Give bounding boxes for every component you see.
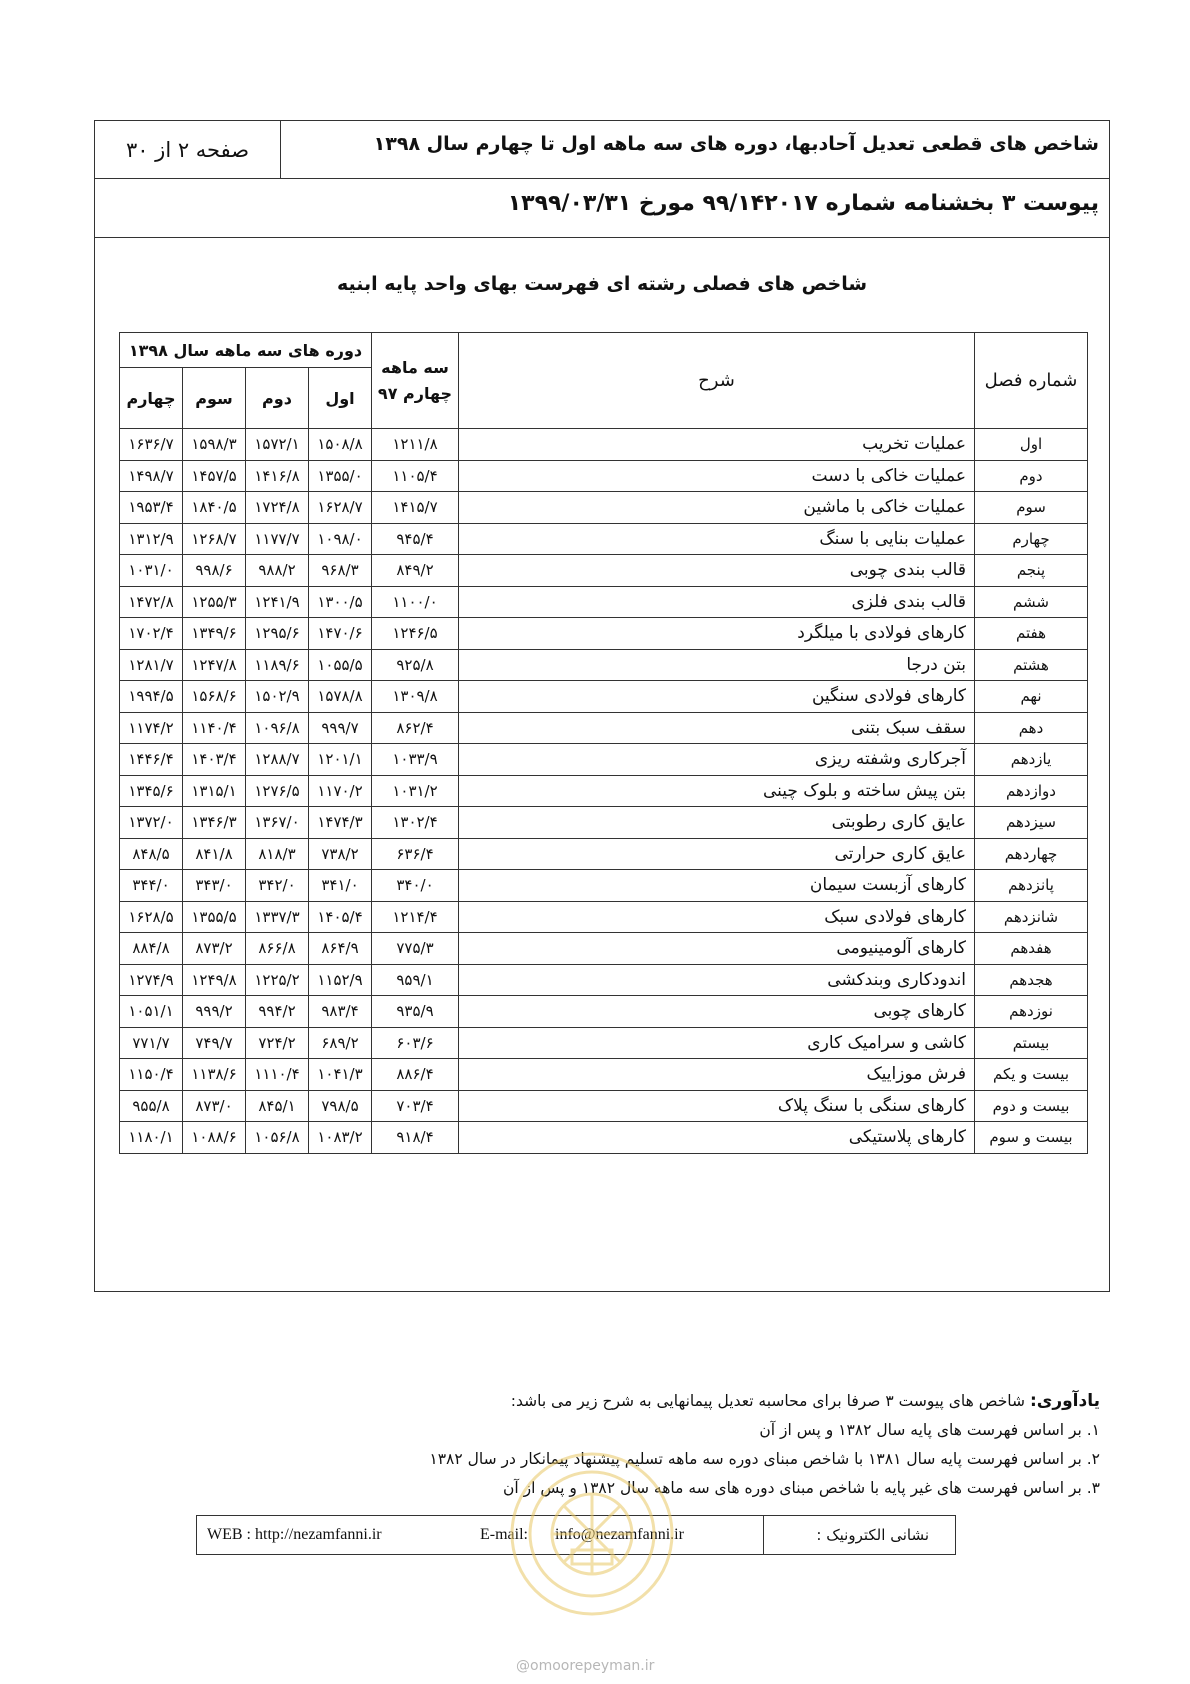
cell-q3: ۸۴۱/۸: [183, 838, 246, 870]
cell-description: قالب بندی فلزی: [459, 586, 975, 618]
table-row: [120, 1122, 1088, 1154]
col-header-q2: دوم: [246, 368, 309, 429]
document-title: شاخص های قطعی تعدیل آحادبها، دوره های سه ماهه اول تا چهارم سال ۱۳۹۸: [373, 133, 1099, 155]
cell-q1: ۹۹۹/۷: [309, 712, 372, 744]
table-row: [120, 523, 1088, 555]
cell-chapter: نوزدهم: [975, 996, 1088, 1028]
cell-description: کارهای فولادی سبک: [459, 901, 975, 933]
cell-q4-97: ۶۰۳/۶: [372, 1027, 459, 1059]
cell-description: قالب بندی چوبی: [459, 555, 975, 587]
table-row: [120, 429, 1088, 461]
table-row: [120, 901, 1088, 933]
cell-q4-97: ۱۴۱۵/۷: [372, 492, 459, 524]
cell-q2: ۱۲۴۱/۹: [246, 586, 309, 618]
cell-q2: ۱۷۲۴/۸: [246, 492, 309, 524]
cell-q3: ۱۳۴۹/۶: [183, 618, 246, 650]
cell-q4-97: ۱۳۰۲/۴: [372, 807, 459, 839]
cell-description: کارهای آلومینیومی: [459, 933, 975, 965]
cell-q1: ۱۴۷۴/۳: [309, 807, 372, 839]
notes-intro: شاخص های پیوست ۳ صرفا برای محاسبه تعدیل پیمانهایی به شرح زیر می باشد:: [510, 1392, 1030, 1410]
cell-q1: ۱۰۸۳/۲: [309, 1122, 372, 1154]
cell-q1: ۱۳۵۵/۰: [309, 460, 372, 492]
table-row: [120, 460, 1088, 492]
cell-q1: ۶۸۹/۲: [309, 1027, 372, 1059]
cell-q4: ۳۴۴/۰: [120, 870, 183, 902]
cell-q4-97: ۱۰۳۱/۲: [372, 775, 459, 807]
cell-description: کارهای فولادی با میلگرد: [459, 618, 975, 650]
cell-q2: ۱۱۸۹/۶: [246, 649, 309, 681]
notes-heading-line: [100, 1387, 1100, 1416]
table-row: [120, 870, 1088, 902]
cell-q4-97: ۷۰۳/۴: [372, 1090, 459, 1122]
cell-q1: ۸۶۴/۹: [309, 933, 372, 965]
cell-q1: ۱۴۷۰/۶: [309, 618, 372, 650]
cell-q1: ۱۱۷۰/۲: [309, 775, 372, 807]
cell-q4: ۱۹۵۳/۴: [120, 492, 183, 524]
cell-q3: ۱۳۱۵/۱: [183, 775, 246, 807]
table-row: [120, 618, 1088, 650]
cell-description: اندودکاری وبندکشی: [459, 964, 975, 996]
cell-q1: ۷۹۸/۵: [309, 1090, 372, 1122]
footer-web-link[interactable]: WEB : http://nezamfanni.ir: [207, 1526, 382, 1543]
cell-chapter: ششم: [975, 586, 1088, 618]
cell-q2: ۳۴۲/۰: [246, 870, 309, 902]
col-header-q3: سوم: [183, 368, 246, 429]
table-row: [120, 492, 1088, 524]
cell-description: کارهای پلاستیکی: [459, 1122, 975, 1154]
cell-q3: ۱۴۰۳/۴: [183, 744, 246, 776]
cell-q2: ۸۱۸/۳: [246, 838, 309, 870]
cell-description: کارهای فولادی سنگین: [459, 681, 975, 713]
cell-chapter: پنجم: [975, 555, 1088, 587]
col-header-chapter: شماره فصل: [975, 333, 1088, 429]
cell-q3: ۱۱۴۰/۴: [183, 712, 246, 744]
cell-q2: ۸۴۵/۱: [246, 1090, 309, 1122]
cell-q1: ۹۶۸/۳: [309, 555, 372, 587]
cell-description: سقف سبک بتنی: [459, 712, 975, 744]
cell-q4: ۱۴۹۸/۷: [120, 460, 183, 492]
table-row: [120, 1027, 1088, 1059]
cell-q4: ۱۶۳۶/۷: [120, 429, 183, 461]
cell-q4: ۱۲۸۱/۷: [120, 649, 183, 681]
cell-q2: ۱۴۱۶/۸: [246, 460, 309, 492]
cell-description: کارهای آزبست سیمان: [459, 870, 975, 902]
cell-q4-97: ۱۲۴۶/۵: [372, 618, 459, 650]
cell-q1: ۱۳۰۰/۵: [309, 586, 372, 618]
cell-q4-97: ۱۲۱۴/۴: [372, 901, 459, 933]
cell-q4: ۱۴۷۲/۸: [120, 586, 183, 618]
cell-chapter: دهم: [975, 712, 1088, 744]
cell-q4-97: ۸۸۶/۴: [372, 1059, 459, 1091]
cell-q3: ۱۲۴۹/۸: [183, 964, 246, 996]
cell-chapter: سیزدهم: [975, 807, 1088, 839]
cell-chapter: هجدهم: [975, 964, 1088, 996]
cell-q4: ۱۹۹۴/۵: [120, 681, 183, 713]
cell-chapter: سوم: [975, 492, 1088, 524]
cell-q3: ۱۳۵۵/۵: [183, 901, 246, 933]
cell-chapter: پانزدهم: [975, 870, 1088, 902]
footer-email-label: E-mail:: [480, 1526, 528, 1543]
cell-q4: ۱۱۵۰/۴: [120, 1059, 183, 1091]
cell-description: عملیات بنایی با سنگ: [459, 523, 975, 555]
cell-chapter: بیستم: [975, 1027, 1088, 1059]
cell-q1: ۱۵۷۸/۸: [309, 681, 372, 713]
cell-chapter: بیست و یکم: [975, 1059, 1088, 1091]
cell-q4: ۱۳۴۵/۶: [120, 775, 183, 807]
cell-q2: ۱۳۳۷/۳: [246, 901, 309, 933]
cell-q4-97: ۱۱۰۵/۴: [372, 460, 459, 492]
table-row: [120, 1059, 1088, 1091]
table-row: [120, 807, 1088, 839]
cell-q4-97: ۹۲۵/۸: [372, 649, 459, 681]
cell-q2: ۱۱۷۷/۷: [246, 523, 309, 555]
cell-chapter: بیست و دوم: [975, 1090, 1088, 1122]
cell-chapter: چهاردهم: [975, 838, 1088, 870]
table-row: [120, 681, 1088, 713]
cell-q3: ۱۰۸۸/۶: [183, 1122, 246, 1154]
cell-q4-97: ۱۲۱۱/۸: [372, 429, 459, 461]
cell-q2: ۱۲۲۵/۲: [246, 964, 309, 996]
cell-q3: ۱۲۵۵/۳: [183, 586, 246, 618]
cell-q1: ۱۶۲۸/۷: [309, 492, 372, 524]
cell-description: بتن درجا: [459, 649, 975, 681]
cell-q4: ۱۳۱۲/۹: [120, 523, 183, 555]
document-frame: [94, 120, 1110, 1292]
cell-q2: ۱۲۸۸/۷: [246, 744, 309, 776]
cell-chapter: هفدهم: [975, 933, 1088, 965]
cell-q3: ۱۵۹۸/۳: [183, 429, 246, 461]
cell-description: فرش موزاییک: [459, 1059, 975, 1091]
cell-q4-97: ۱۰۳۳/۹: [372, 744, 459, 776]
cell-q2: ۸۶۶/۸: [246, 933, 309, 965]
cell-description: کاشی و سرامیک کاری: [459, 1027, 975, 1059]
cell-q3: ۱۳۴۶/۳: [183, 807, 246, 839]
cell-chapter: چهارم: [975, 523, 1088, 555]
watermark-text: @omoorepeyman.ir: [516, 1658, 655, 1674]
cell-q3: ۱۲۶۸/۷: [183, 523, 246, 555]
cell-chapter: نهم: [975, 681, 1088, 713]
col-header-q1: اول: [309, 368, 372, 429]
cell-chapter: بیست و سوم: [975, 1122, 1088, 1154]
table-row: [120, 555, 1088, 587]
note-item: ۲. بر اساس فهرست پایه سال ۱۳۸۱ با شاخص مبنای دوره سه ماهه تسلیم پیشنهاد پیمانکار در سال ۱۳۸۲: [429, 1450, 1100, 1468]
cell-q3: ۱۴۵۷/۵: [183, 460, 246, 492]
col-header-q4: چهارم: [120, 368, 183, 429]
section-title: شاخص های فصلی رشته ای فهرست بهای واحد پایه ابنیه: [336, 273, 868, 295]
cell-q4: ۷۷۱/۷: [120, 1027, 183, 1059]
cell-q4-97: ۸۴۹/۲: [372, 555, 459, 587]
cell-chapter: یازدهم: [975, 744, 1088, 776]
cell-q1: ۱۵۰۸/۸: [309, 429, 372, 461]
cell-q2: ۱۵۷۲/۱: [246, 429, 309, 461]
col-header-description: شرح: [459, 333, 975, 429]
table-row: [120, 744, 1088, 776]
cell-description: عملیات تخریب: [459, 429, 975, 461]
table-body: [120, 429, 1088, 1154]
cell-q4-97: ۱۱۰۰/۰: [372, 586, 459, 618]
cell-chapter: شانزدهم: [975, 901, 1088, 933]
cell-q3: ۱۱۳۸/۶: [183, 1059, 246, 1091]
cell-q2: ۷۲۴/۲: [246, 1027, 309, 1059]
cell-q1: ۱۰۹۸/۰: [309, 523, 372, 555]
cell-q1: ۱۰۵۵/۵: [309, 649, 372, 681]
cell-q4: ۱۰۳۱/۰: [120, 555, 183, 587]
cell-q4: ۱۷۰۲/۴: [120, 618, 183, 650]
cell-description: کارهای سنگی با سنگ پلاک: [459, 1090, 975, 1122]
cell-q1: ۱۴۰۵/۴: [309, 901, 372, 933]
page-number: صفحه ۲ از ۳۰: [95, 121, 281, 178]
cell-chapter: اول: [975, 429, 1088, 461]
cell-chapter: هشتم: [975, 649, 1088, 681]
cell-q3: ۱۸۴۰/۵: [183, 492, 246, 524]
cell-q1: ۹۸۳/۴: [309, 996, 372, 1028]
cell-description: عملیات خاکی با دست: [459, 460, 975, 492]
cell-q3: ۸۷۳/۲: [183, 933, 246, 965]
cell-q3: ۸۷۳/۰: [183, 1090, 246, 1122]
table-row: [120, 775, 1088, 807]
cell-q3: ۹۹۹/۲: [183, 996, 246, 1028]
cell-chapter: هفتم: [975, 618, 1088, 650]
cell-chapter: دوم: [975, 460, 1088, 492]
note-item: ۳. بر اساس فهرست های غیر پایه با شاخص مبنای دوره های سه ماهه سال ۱۳۸۲ و پس از آن: [503, 1479, 1100, 1497]
cell-q2: ۱۲۹۵/۶: [246, 618, 309, 650]
cell-q4-97: ۶۳۶/۴: [372, 838, 459, 870]
cell-q3: ۹۹۸/۶: [183, 555, 246, 587]
cell-q1: ۷۳۸/۲: [309, 838, 372, 870]
header-row-circular: [95, 179, 1109, 238]
cell-q4: ۱۰۵۱/۱: [120, 996, 183, 1028]
cell-q4: ۱۴۴۶/۴: [120, 744, 183, 776]
note-item: ۱. بر اساس فهرست های پایه سال ۱۳۸۲ و پس از آن: [759, 1421, 1100, 1439]
header-row-title: [95, 121, 1109, 179]
cell-description: عایق کاری حرارتی: [459, 838, 975, 870]
table-row: [120, 838, 1088, 870]
cell-q2: ۹۸۸/۲: [246, 555, 309, 587]
cell-q4: ۹۵۵/۸: [120, 1090, 183, 1122]
cell-q1: ۱۲۰۱/۱: [309, 744, 372, 776]
circular-reference: پیوست ۳ بخشنامه شماره ۹۹/۱۴۲۰۱۷ مورخ ۱۳۹۹/۰۳/۳۱: [507, 191, 1099, 216]
cell-description: عایق کاری رطوبتی: [459, 807, 975, 839]
cell-q2: ۱۰۵۶/۸: [246, 1122, 309, 1154]
cell-q3: ۷۴۹/۷: [183, 1027, 246, 1059]
cell-q2: ۱۲۷۶/۵: [246, 775, 309, 807]
cell-q1: ۳۴۱/۰: [309, 870, 372, 902]
cell-description: بتن پیش ساخته و بلوک چینی: [459, 775, 975, 807]
table-row: [120, 1090, 1088, 1122]
cell-q4-97: ۷۷۵/۳: [372, 933, 459, 965]
cell-description: آجرکاری وشفته ریزی: [459, 744, 975, 776]
seal-watermark-icon: [508, 1450, 676, 1618]
table-row: [120, 996, 1088, 1028]
cell-q4-97: ۹۵۹/۱: [372, 964, 459, 996]
cell-q4: ۸۴۸/۵: [120, 838, 183, 870]
index-table: [119, 332, 1088, 1154]
cell-q4: ۱۱۷۴/۲: [120, 712, 183, 744]
cell-chapter: دوازدهم: [975, 775, 1088, 807]
cell-q2: ۱۵۰۲/۹: [246, 681, 309, 713]
cell-q4-97: ۳۴۰/۰: [372, 870, 459, 902]
cell-q4: ۱۳۷۲/۰: [120, 807, 183, 839]
cell-q3: ۳۴۳/۰: [183, 870, 246, 902]
cell-q1: ۱۱۵۲/۹: [309, 964, 372, 996]
cell-q4-97: ۸۶۲/۴: [372, 712, 459, 744]
cell-q3: ۱۲۴۷/۸: [183, 649, 246, 681]
cell-q4-97: ۱۳۰۹/۸: [372, 681, 459, 713]
cell-q2: ۱۳۶۷/۰: [246, 807, 309, 839]
notes-label: یادآوری:: [1029, 1391, 1100, 1411]
cell-q4: ۸۸۴/۸: [120, 933, 183, 965]
table-row: [120, 964, 1088, 996]
cell-q4: ۱۲۷۴/۹: [120, 964, 183, 996]
table-row: [120, 712, 1088, 744]
cell-q4-97: ۹۳۵/۹: [372, 996, 459, 1028]
cell-description: عملیات خاکی با ماشین: [459, 492, 975, 524]
col-header-q4-97: سه ماهه چهارم ۹۷: [372, 333, 459, 429]
cell-q4-97: ۹۴۵/۴: [372, 523, 459, 555]
table-row: [120, 649, 1088, 681]
cell-q2: ۱۰۹۶/۸: [246, 712, 309, 744]
cell-description: کارهای چوبی: [459, 996, 975, 1028]
cell-q2: ۱۱۱۰/۴: [246, 1059, 309, 1091]
cell-q4-97: ۹۱۸/۴: [372, 1122, 459, 1154]
cell-q4: ۱۶۲۸/۵: [120, 901, 183, 933]
cell-q4: ۱۱۸۰/۱: [120, 1122, 183, 1154]
table-row: [120, 933, 1088, 965]
cell-q3: ۱۵۶۸/۶: [183, 681, 246, 713]
footer-address-label: نشانی الکترونیک :: [763, 1516, 955, 1554]
cell-q1: ۱۰۴۱/۳: [309, 1059, 372, 1091]
cell-q2: ۹۹۴/۲: [246, 996, 309, 1028]
col-header-group-1398: دوره های سه ماهه سال ۱۳۹۸: [120, 333, 372, 368]
table-row: [120, 586, 1088, 618]
footer-email-link[interactable]: info@nezamfanni.ir: [555, 1526, 684, 1543]
